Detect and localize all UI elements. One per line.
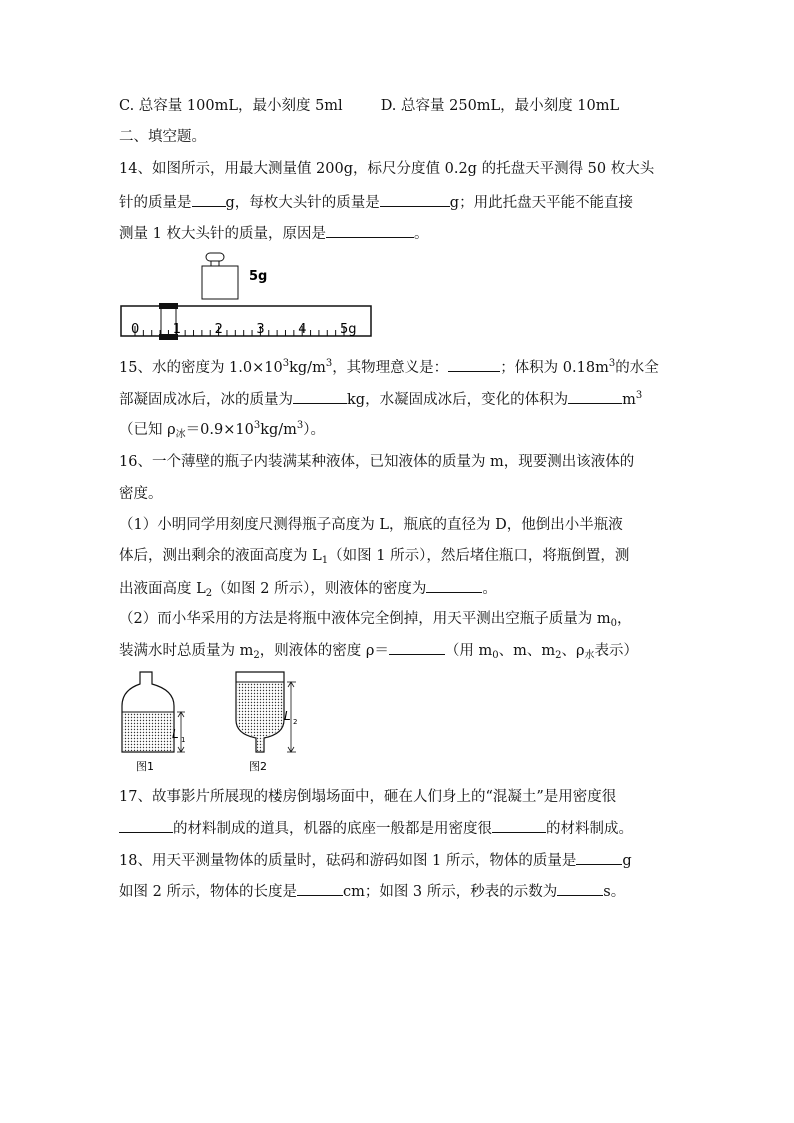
q14-line1: 14、如图所示，用最大测量值 200g，标尺分度值 0.2g 的托盘天平测得 50 枚大头 [119, 161, 655, 177]
q17-text: 的材料制成的道具，机器的底座一般都是用密度很 [173, 821, 492, 837]
q18-text: 如图 2 所示，物体的长度是 [119, 884, 297, 900]
q16-p1-line2 [119, 546, 629, 566]
q15-text: m [622, 392, 636, 408]
q15-line1 [119, 357, 659, 378]
q16-text: ， [616, 611, 632, 627]
q16-p2-line1 [119, 609, 631, 629]
q16-sub: 2 [555, 650, 562, 661]
q16-text: ，则液体的密度 ρ＝ [259, 643, 389, 659]
fig1-label: L [172, 727, 179, 741]
ruler-body [121, 306, 371, 336]
q15-text: kg/m [289, 360, 326, 376]
q15-text: 15、水的密度为 1.0×10 [119, 360, 283, 376]
q16-text: 表示） [594, 643, 639, 659]
q15-text: ）。 [303, 422, 326, 438]
q15-text: ＝0.9×10 [185, 422, 254, 438]
q16-line1: 16、一个薄壁的瓶子内装满某种液体，已知液体的质量为 m，现要测出该液体的 [119, 454, 635, 470]
q16-text: 、m、m [498, 643, 556, 659]
q15-sub: 冰 [175, 429, 186, 440]
q16-text: 出液面高度 L [119, 581, 206, 597]
q17-blank-low[interactable] [119, 818, 173, 833]
q16-blank-density-2[interactable] [389, 640, 445, 655]
q16-text: （如图 2 所示），则液体的密度为 [212, 581, 427, 597]
q15-exp: 3 [635, 390, 643, 401]
q16-sub: 1 [321, 555, 329, 566]
q14-text: 测量 1 枚大头针的质量，原因是 [119, 226, 326, 242]
ruler-tick-label: 2 [214, 322, 223, 337]
q14-text: 针的质量是 [119, 195, 192, 211]
q17-line1: 17、故事影片所展现的楼房倒塌场面中，砸在人们身上的“混凝土”是用密度很 [119, 789, 617, 805]
q18-line2 [119, 881, 625, 902]
q15-exp: 3 [253, 420, 261, 431]
q16-p1-line3 [119, 578, 497, 599]
q16-sub: 2 [205, 588, 213, 599]
section-title: 二、填空题。 [119, 129, 206, 145]
q18-blank-time[interactable] [557, 881, 603, 896]
q15-exp: 3 [282, 358, 290, 369]
q15-blank-volume-change[interactable] [568, 389, 622, 404]
q14-blank-total[interactable] [192, 192, 226, 207]
q14-text: g；用此托盘天平能不能直接 [449, 195, 634, 211]
q17-text: 的材料制成。 [546, 821, 633, 837]
q18-blank-length[interactable] [297, 881, 343, 896]
q17-blank-high[interactable] [492, 818, 546, 833]
choice-line [119, 96, 619, 116]
q16-text: 、ρ [561, 643, 585, 659]
fig2-label: L [284, 709, 291, 723]
weight-5g-icon [202, 253, 238, 299]
q15-blank-ice-mass[interactable] [293, 389, 347, 404]
q16-sub: 0 [610, 618, 617, 629]
q16-p2-line2 [119, 640, 638, 661]
q15-text: ，其物理意义是： [332, 360, 449, 376]
q18-text: s。 [603, 884, 626, 900]
q15-exp: 3 [296, 420, 304, 431]
q16-text: 。 [482, 581, 497, 597]
rider-top [159, 303, 178, 309]
q16-sub: 0 [492, 650, 499, 661]
q15-text: kg/m [260, 422, 297, 438]
q18-line1 [119, 850, 632, 871]
q15-text: kg，水凝固成冰后，变化的体积为 [347, 392, 569, 408]
q15-exp: 3 [325, 358, 333, 369]
ruler-tick-label: 3 [256, 322, 265, 337]
fig2-sub: 2 [293, 718, 298, 726]
q16-blank-density-1[interactable] [426, 578, 482, 593]
ruler-tick-label: 0 [131, 322, 140, 337]
q15-text: （已知 ρ [119, 422, 176, 438]
q18-blank-mass[interactable] [576, 850, 622, 865]
q15-line2 [119, 389, 642, 410]
q18-text: 18、用天平测量物体的质量时，砝码和游码如图 1 所示，物体的质量是 [119, 853, 577, 869]
q16-p1-line1: （1）小明同学用刻度尺测得瓶子高度为 L，瓶底的直径为 D，他倒出小半瓶液 [119, 517, 623, 533]
q15-text: 部凝固成冰后，冰的质量为 [119, 392, 293, 408]
q16-text: （用 m [444, 643, 493, 659]
q14-text: g，每枚大头针的质量是 [225, 195, 380, 211]
q18-text: cm；如图 3 所示，秒表的示数为 [342, 884, 558, 900]
q16-sub: 2 [253, 650, 260, 661]
fig1-caption: 图1 [136, 760, 154, 773]
q14-blank-each[interactable] [380, 192, 450, 207]
q15-text: 的水全 [615, 360, 659, 376]
q18-text: g [622, 853, 632, 869]
q16-line2: 密度。 [119, 486, 163, 502]
choice-d: D. 总容量 250mL，最小刻度 10mL [380, 98, 620, 114]
fig2-caption: 图2 [249, 760, 267, 773]
fig1-sub: 1 [181, 736, 186, 744]
q16-bottle-figures [118, 668, 318, 774]
q14-line3 [119, 223, 428, 244]
q14-line2 [119, 192, 633, 213]
weight-label: 5g [249, 269, 268, 284]
q15-line3 [119, 420, 325, 440]
q17-line2 [119, 818, 633, 839]
q16-sub: 水 [584, 650, 595, 661]
q14-balance-figure [118, 252, 378, 344]
ruler-tick-label: 4 [298, 322, 307, 337]
q15-blank-meaning[interactable] [448, 357, 500, 372]
ruler-tick-label: 1 [172, 322, 182, 337]
q16-text: 体后，测出剩余的液面高度为 L [119, 548, 322, 564]
ruler-tick-label: 5g [340, 322, 357, 337]
q14-text: 。 [413, 226, 429, 242]
choice-c: C. 总容量 100mL，最小刻度 5ml [119, 98, 343, 114]
q14-blank-reason[interactable] [326, 223, 414, 238]
q15-exp: 3 [608, 358, 616, 369]
q16-text: （2）而小华采用的方法是将瓶中液体完全倒掉，用天平测出空瓶子质量为 m [119, 611, 611, 627]
q16-text: （如图 1 所示），然后堵住瓶口，将瓶倒置，测 [328, 548, 630, 564]
q16-text: 装满水时总质量为 m [119, 643, 254, 659]
q15-text: ；体积为 0.18m [500, 360, 609, 376]
